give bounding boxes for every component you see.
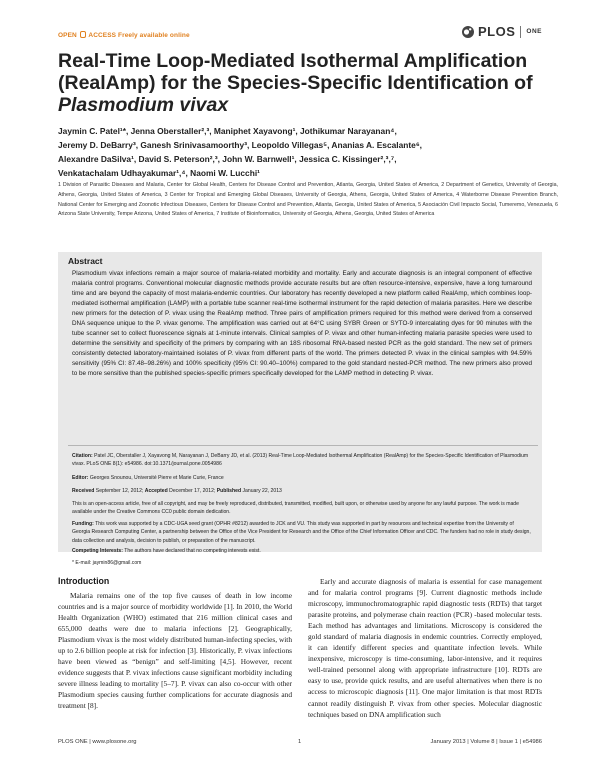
funding-text: This work was supported by a CDC-UGA seed grant (OPHR #8212) awarded to JCK and VU. This study was supported in part by resources and technical expertise from the University of Georgia Research Computing Center, a partnership between the Office of the Vice President for Research and the Office of the Chief Information Officer and CDC. The funders had no role in study design, data collection and analysis, decision to publish, or preparation of the manuscript.: [72, 521, 531, 544]
logo-divider: [520, 26, 521, 38]
email-line: * E-mail: jaymin86@gmail.com: [72, 560, 142, 566]
abstract-heading: Abstract: [68, 256, 103, 266]
plos-logo-icon: [461, 25, 475, 39]
affiliations: 1 Division of Parasitic Diseases and Malaria, Center for Global Health, Centers for Disease Control and Prevention, Atlanta, Georgia, United States of America, 2 Department of Genetics, University of Georgia, Athens, Georgia, United States of America, 3 Center for Tropical and Emerging Global Diseases, University of Georgia, Athens, Georgia, United States of America, 4 Waterborne Disease Prevention Branch, National Center for Emerging and Zoonotic Infectious Diseases, Centers for Disease Control and Prevention, Atlanta, Georgia, United States of America, 5 Asociación Civil Impacto Social, Tumeremo, Venezuela, 6 Arizona State University, Tempe Arizona, United States of America, 7 Institute of Bioinformatics, University of Georgia, Athens, Georgia, United States of America: [58, 182, 558, 218]
footer-issue: January 2013 | Volume 8 | Issue 1 | e54986: [430, 739, 542, 745]
editor: [72, 474, 532, 482]
open-access-text: ACCESS Freely available online: [88, 32, 190, 39]
right-column-text: Early and accurate diagnosis of malaria is essential for case management and for malaria control programs [9]. Current diagnostic methods include microscopy, immunochromatographic rapid diagnostic tests (RDTs) that target parasite proteins, and polymerase chain reaction (PCR) -based molecular tests. Each method has advantages and limitations. Microscopy is considered the gold standard of malaria diagnosis in endemic countries. Correctly employed, it can identify different species and quantitate infection levels. While inexpensive, microscopy is time-consuming, labor-intensive, and it requires well-trained personnel along with appropriate infrastructure [10]. RDTs are easy to use, provide quick results, and are useful alternatives when there is no access to microscopic diagnosis [11]. One major limitation is that most RDTs cannot readily distinguish P. vivax from other species. Molecular diagnostic techniques based on DNA amplification such: [308, 577, 542, 719]
author-line: Jeremy D. DeBarry³, Ganesh Srinivasamoorthy³, Leopoldo Villegas⁵, Ananias A. Escalante⁶,: [58, 140, 423, 150]
license-text: This is an open-access article, free of all copyright, and may be freely reproduced, distributed, transmitted, modified, built upon, or otherwise used by anyone for any lawful purpose. The work is made available under the Creative Commons CC0 public domain dedication.: [72, 501, 519, 516]
competing-label: Competing Interests:: [72, 548, 123, 554]
published-label: Published: [216, 488, 242, 494]
author-line: Alexandre DaSilva¹, David S. Peterson²,³, John W. Barnwell¹, Jessica C. Kissinger²,³,⁷,: [58, 154, 397, 164]
plos-one-logo: [461, 24, 542, 39]
received-date: September 12, 2012;: [95, 488, 144, 494]
citation: [72, 452, 532, 469]
left-column-text: Malaria remains one of the top five causes of death in low income countries and is a major source of morbidity worldwide [1]. In 2010, the World Health Organization (WHO) estimated that 216 million clinical cases and 655,000 deaths were due to malaria infections [2]. Geographically, Plasmodium vivax is the most widely distributed human-infecting species, with up to 2.6 billion people at risk for infection [3]. Historically, P. vivax infections have been viewed as “benign” and self-limiting [4,5]. However, recent evidence suggests that P. vivax infections cause significant morbidity including severe illness leading to mortality [5–7]. P. vivax can also co-occur with other Plasmodium species causing further complications for accurate diagnosis and treatment [8].: [58, 591, 292, 711]
accepted-date: December 17, 2012;: [169, 488, 216, 494]
citation-text: Patel JC, Oberstaller J, Xayavong M, Narayanan J, DeBarry JD, et al. (2013) Real-Time Loop-Mediated Isothermal Amplification (RealAmp) for the Species-Specific Identification of Plasmodium vivax. PLoS ONE 8(1): e54986. doi:10.1371/journal.pone.0054986: [72, 453, 529, 468]
open-access-open: OPEN: [58, 32, 77, 39]
published-date: January 22, 2013: [242, 488, 282, 494]
editor-text: Georges Snounou, Université Pierre et Marie Curie, France: [89, 475, 224, 481]
open-access-label: [58, 31, 190, 39]
editor-label: Editor:: [72, 475, 89, 481]
competing-interests: [72, 547, 532, 555]
author-list: [58, 124, 558, 180]
funding: [72, 520, 532, 545]
plos-logo-suffix: ONE: [526, 28, 542, 35]
title-line-1: Real-Time Loop-Mediated Isothermal Amplification: [58, 50, 528, 72]
abstract-text: Plasmodium vivax infections remain a major source of malaria-related morbidity and mortality. Early and accurate diagnosis is an integral component of effective malaria control programs. Conventional molecular diagnostic methods provide accurate results but are often resource-intensive, expensive, have a long turnaround time and are beyond the capacity of most malaria-endemic countries. Our laboratory has recently developed a new platform called RealAmp, which combines loop-mediated isothermal amplification (LAMP) with a portable tube scanner real-time isothermal instrument for the rapid detection of malaria parasites. Here we describe new primers for the detection of P. vivax using the RealAmp method. Three pairs of amplification primers required for this method were derived from a conserved DNA sequence unique to the P. vivax genome. The amplification was carried out at 64°C using SYBR Green or SYTO-9 intercalating dyes for 90 minutes with the tube scanner set to collect fluorescence signals at 1-minute intervals. Clinical samples of P. vivax and other human-infecting malaria parasite species were used to determine the sensitivity and specificity of the primers by comparing with an 18S ribosomal RNA-based nested PCR as the gold standard. The new set of primers consistently detected laboratory-maintained isolates of P. vivax from different parts of the world. The primers detected P. vivax in the clinical samples with 94.59% sensitivity (95% CI: 87.48–98.26%) and 100% specificity (95% CI: 90.40–100%) compared to the gold standard nested-PCR method. The new primers also proved to be more sensitive than the published species-specific primers specifically developed for the LAMP method in detecting P. vivax.: [72, 270, 532, 377]
author-line: Jaymin C. Patel¹*, Jenna Oberstaller²,³, Maniphet Xayavong¹, Jothikumar Narayanan⁴,: [58, 126, 397, 136]
citation-label: Citation:: [72, 453, 93, 459]
abstract-divider: [68, 445, 538, 446]
footer-journal: PLOS ONE | www.plosone.org: [58, 739, 137, 745]
article-title: [58, 50, 558, 116]
dates: [72, 487, 532, 495]
footer-page-number: 1: [298, 739, 302, 745]
competing-text: The authors have declared that no competing interests exist.: [124, 548, 261, 554]
open-access-lock-icon: [80, 31, 86, 38]
author-line: Venkatachalam Udhayakumar¹,⁴, Naomi W. Lucchi¹: [58, 168, 260, 178]
accepted-label: Accepted: [144, 488, 168, 494]
received-label: Received: [72, 488, 95, 494]
plos-logo-text: PLOS: [478, 24, 516, 39]
title-line-2: (RealAmp) for the Species-Specific Identification of: [58, 72, 533, 94]
introduction-heading: Introduction: [58, 576, 110, 586]
funding-label: Funding:: [72, 521, 94, 527]
title-line-3: Plasmodium vivax: [58, 94, 229, 116]
